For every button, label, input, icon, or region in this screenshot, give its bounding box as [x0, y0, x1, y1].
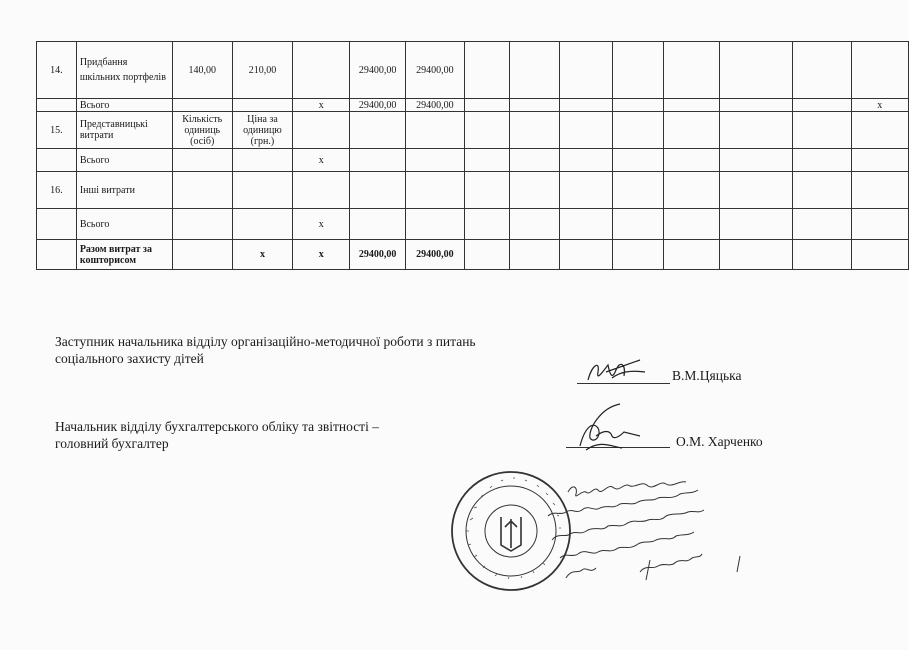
chief-name: О.М. Харченко	[676, 434, 763, 449]
last-cell: x	[851, 99, 908, 112]
handwritten-signature	[580, 404, 640, 450]
marker-cell: x	[293, 149, 350, 172]
handwritten-note	[548, 482, 740, 580]
official-stamp	[452, 472, 570, 590]
amount-cell: 29400,00	[350, 240, 405, 270]
expense-name: Всього	[76, 99, 172, 112]
marker-cell: x	[293, 99, 350, 112]
marker-cell: x	[293, 209, 350, 240]
marker-cell: x	[293, 240, 350, 270]
row-number: 16.	[37, 172, 77, 209]
expense-name: Всього	[76, 209, 172, 240]
marker-cell: x	[232, 240, 292, 270]
amount-cell: 29400,00	[350, 42, 405, 99]
expense-name: Інші витрати	[76, 172, 172, 209]
quantity-header: Кількість одиниць (осіб)	[172, 112, 232, 149]
row-number: 14.	[37, 42, 77, 99]
price-cell: 210,00	[232, 42, 292, 99]
expense-name: Придбання шкільних портфелів	[76, 42, 172, 99]
expense-name: Всього	[76, 149, 172, 172]
chief-title: Начальник відділу бухгалтерського обліку та звітності – головний бухгалтер	[55, 419, 379, 451]
handwritten-signature	[588, 360, 645, 380]
amount-cell: 29400,00	[405, 240, 464, 270]
expense-name: Разом витрат за кошторисом	[76, 240, 172, 270]
amount-cell: 29400,00	[405, 42, 464, 99]
price-header: Ціна за одиницю (грн.)	[232, 112, 292, 149]
deputy-title: Заступник начальника відділу організаційно-методичної роботи з питань соціального захисту дітей	[55, 334, 476, 366]
row-number: 15.	[37, 112, 77, 149]
deputy-name: В.М.Цяцька	[672, 368, 742, 383]
expense-name: Представницькі витрати	[76, 112, 172, 149]
amount-cell: 29400,00	[405, 99, 464, 112]
quantity-cell: 140,00	[172, 42, 232, 99]
amount-cell: 29400,00	[350, 99, 405, 112]
